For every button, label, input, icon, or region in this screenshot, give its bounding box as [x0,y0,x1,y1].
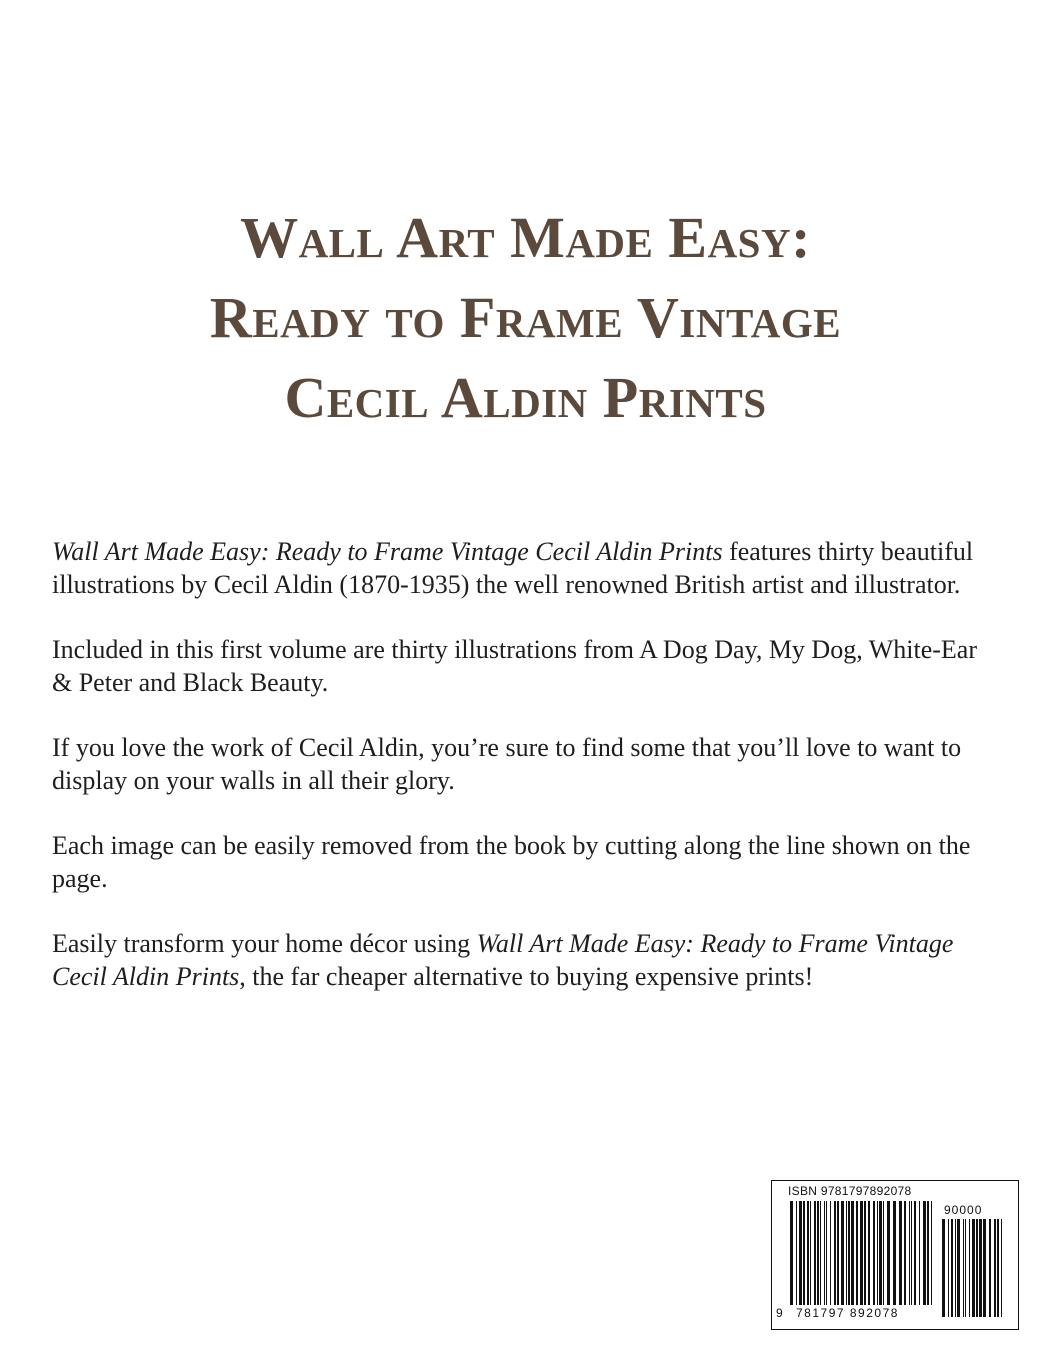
description-paragraph-5 [52,927,1002,993]
book-title-italic-2: Wall Art Made Easy: Ready to Frame Vintage Cecil Aldin Prints [52,929,954,991]
description-paragraph-4: Each image can be easily removed from the book by cutting along the line shown on the page. [52,831,971,893]
cover-title [0,198,1051,438]
title-line-1: Wall Art Made Easy: [240,205,811,270]
description-paragraph-3: If you love the work of Cecil Aldin, you’re sure to find some that you’ll love to want to display on your walls in all their glory. [52,733,962,795]
title-line-2: Ready to Frame Vintage [209,285,842,350]
book-title-italic: Wall Art Made Easy: Ready to Frame Vintage Cecil Aldin Prints [52,537,723,566]
barcode-main-digits: 781797 892078 [796,1306,899,1320]
barcode-prefix-digit: 9 [776,1306,784,1320]
barcode-addon-digits: 90000 [944,1203,983,1217]
paragraph-5-end: , the far cheaper alternative to buying expensive prints! [239,962,814,991]
description-paragraph-2: Included in this first volume are thirty illustrations from A Dog Day, My Dog, White-Ear & Peter and Black Beauty. [52,635,978,697]
title-line-3: Cecil Aldin Prints [284,365,767,430]
paragraph-1-text: features thirty beautiful illustrations by Cecil Aldin (1870-1935) the well renowned British artist and illustrator. [52,537,974,599]
isbn-barcode [771,1180,1019,1330]
paragraph-5-start: Easily transform your home décor using [52,929,477,958]
isbn-label: ISBN 9781797892078 [788,1184,912,1198]
description-paragraph-1 [52,535,1002,601]
description [52,535,1002,1025]
